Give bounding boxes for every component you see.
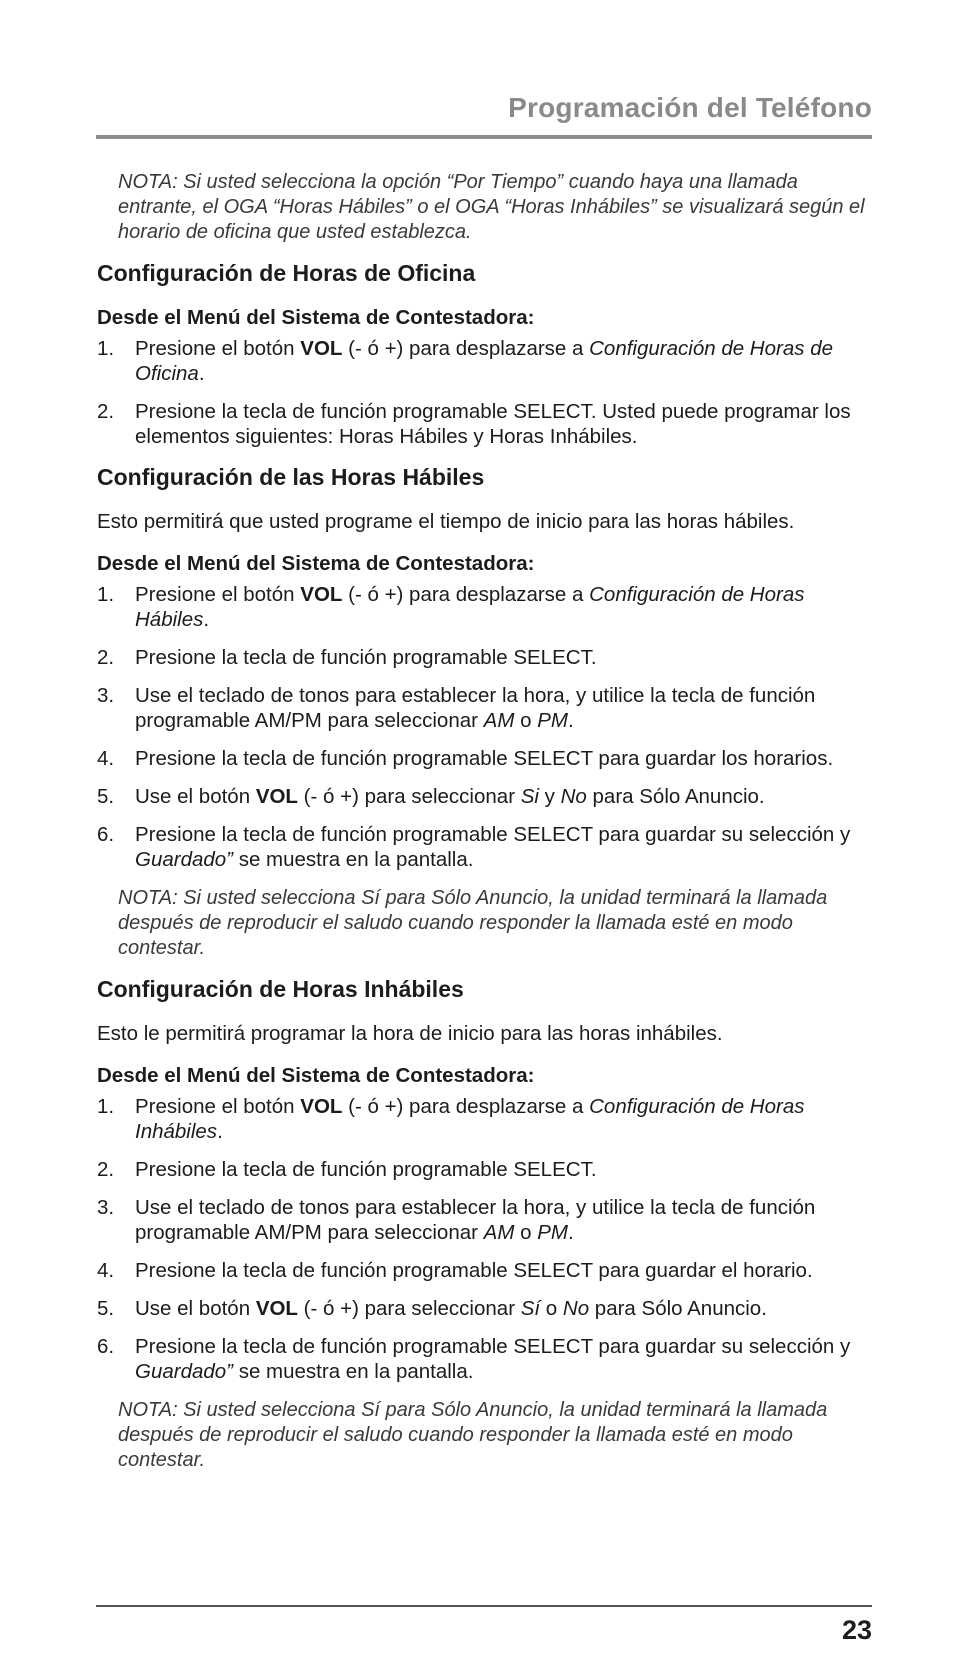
saved-message: Guardado” <box>135 848 234 871</box>
list-item <box>97 1296 872 1321</box>
menu-option-name: Configuración de Horas de Oficina <box>135 337 833 385</box>
list-item <box>97 683 872 733</box>
step-text-part: Presione el botón <box>135 337 301 360</box>
step-text-part: para Sólo Anuncio. <box>589 1297 767 1320</box>
business-intro: Esto permitirá que usted programe el tiempo de inicio para las horas hábiles. <box>97 510 795 533</box>
step-text-part: (- ó +) para desplazarse a <box>342 1095 590 1118</box>
step-number: 1. <box>97 583 115 606</box>
step-number: 2. <box>97 1158 115 1181</box>
list-item <box>97 1334 872 1384</box>
step-text <box>135 683 872 733</box>
option-yes: Sí <box>520 1297 541 1320</box>
business-steps <box>97 582 872 872</box>
step-text-part: . <box>203 608 210 631</box>
step-text-part: Presione la tecla de función programable SELECT para guardar su selección y <box>135 823 851 846</box>
step-text: Presione la tecla de función programable SELECT. <box>135 646 597 669</box>
step-text: Presione la tecla de función programable SELECT para guardar el horario. <box>135 1259 813 1282</box>
office-steps <box>97 336 872 449</box>
vol-button-label: VOL <box>300 583 343 606</box>
step-number: 4. <box>97 747 115 770</box>
page-number: 23 <box>841 1615 872 1645</box>
step-text-part: Use el teclado de tonos para establecer la hora, y utilice la tecla de función programable AM/PM para seleccionar <box>135 1196 816 1244</box>
heading-business-hours: Configuración de las Horas Hábiles <box>97 464 485 490</box>
step-text-part: o <box>514 1221 538 1244</box>
option-yes: Si <box>520 785 539 808</box>
step-number: 2. <box>97 400 115 423</box>
step-text-part: y <box>538 785 561 808</box>
step-number: 5. <box>97 1297 115 1320</box>
step-text-part: . <box>567 1221 574 1244</box>
step-text-part: se muestra en la pantalla. <box>233 1360 474 1383</box>
list-item <box>97 746 872 771</box>
list-item <box>97 1094 872 1144</box>
step-text-part: Presione la tecla de función programable SELECT para guardar su selección y <box>135 1335 851 1358</box>
step-text: Presione la tecla de función programable SELECT para guardar los horarios. <box>135 747 834 770</box>
option-am: AM <box>483 1221 515 1244</box>
step-text-part: Presione el botón <box>135 583 301 606</box>
list-item <box>97 336 872 386</box>
step-text-part: Use el botón <box>135 1297 256 1320</box>
step-number: 6. <box>97 823 115 846</box>
vol-button-label: VOL <box>255 785 298 808</box>
vol-button-label: VOL <box>300 337 343 360</box>
list-item <box>97 399 872 449</box>
list-item <box>97 582 872 632</box>
step-text-part: . <box>567 709 574 732</box>
note-intro: NOTA: Si usted selecciona la opción “Por Tiempo” cuando haya una llamada entrante, el OGA “Horas Hábiles” o el OGA “Horas Inhábiles” se visualizará según el horario de oficina que usted establezca. <box>118 171 865 243</box>
step-text-part: o <box>540 1297 563 1320</box>
list-item <box>97 1195 872 1245</box>
option-am: AM <box>483 709 515 732</box>
menu-label-after: Desde el Menú del Sistema de Contestadora: <box>97 1064 535 1087</box>
step-number: 3. <box>97 684 115 707</box>
step-number: 4. <box>97 1259 115 1282</box>
step-number: 5. <box>97 785 115 808</box>
step-text-part: Use el teclado de tonos para establecer la hora, y utilice la tecla de función programable AM/PM para seleccionar <box>135 684 816 732</box>
step-text <box>135 1334 872 1384</box>
note-business-hours: NOTA: Si usted selecciona Sí para Sólo Anuncio, la unidad terminará la llamada después de reproducir el saludo cuando responder la llamada esté en modo contestar. <box>118 887 828 959</box>
step-text-part: Presione el botón <box>135 1095 301 1118</box>
list-item <box>97 645 872 670</box>
step-text-part: (- ó +) para desplazarse a <box>342 337 590 360</box>
step-text-part: . <box>198 362 205 385</box>
menu-label-business: Desde el Menú del Sistema de Contestadora: <box>97 552 535 575</box>
header-divider <box>96 135 872 139</box>
step-number: 2. <box>97 646 115 669</box>
menu-option-name: Configuración de Horas Hábiles <box>135 583 805 631</box>
menu-label-office: Desde el Menú del Sistema de Contestadora: <box>97 306 535 329</box>
step-text-part: Use el botón <box>135 785 256 808</box>
option-pm: PM <box>537 709 568 732</box>
list-item <box>97 1258 872 1283</box>
heading-after-hours: Configuración de Horas Inhábiles <box>97 976 464 1002</box>
step-number: 3. <box>97 1196 115 1219</box>
vol-button-label: VOL <box>255 1297 298 1320</box>
option-no: No <box>560 785 587 808</box>
step-number: 1. <box>97 337 115 360</box>
step-text-part: (- ó +) para seleccionar <box>297 785 521 808</box>
page-content <box>97 170 872 1487</box>
vol-button-label: VOL <box>300 1095 343 1118</box>
saved-message: Guardado” <box>135 1360 234 1383</box>
page-header-title: Programación del Teléfono <box>508 92 872 123</box>
list-item <box>97 1157 872 1182</box>
step-text: Presione la tecla de función programable SELECT. Usted puede programar los elementos siguientes: Horas Hábiles y Horas Inhábiles. <box>135 400 851 448</box>
list-item <box>97 822 872 872</box>
option-pm: PM <box>537 1221 568 1244</box>
step-text-part: (- ó +) para seleccionar <box>297 1297 521 1320</box>
footer-divider <box>96 1605 872 1607</box>
step-text-part: (- ó +) para desplazarse a <box>342 583 590 606</box>
step-text <box>135 1094 872 1144</box>
step-text-part: para Sólo Anuncio. <box>586 785 765 808</box>
menu-option-name: Configuración de Horas Inhábiles <box>135 1095 805 1143</box>
step-text <box>135 582 872 632</box>
option-no: No <box>562 1297 590 1320</box>
heading-office-hours: Configuración de Horas de Oficina <box>97 260 476 286</box>
step-number: 1. <box>97 1095 115 1118</box>
step-text-part: o <box>514 709 538 732</box>
step-text: Presione la tecla de función programable SELECT. <box>135 1158 597 1181</box>
after-intro: Esto le permitirá programar la hora de inicio para las horas inhábiles. <box>97 1022 723 1045</box>
step-text <box>135 1296 872 1321</box>
step-text-part: . <box>217 1120 223 1143</box>
list-item <box>97 784 872 809</box>
step-text <box>135 336 872 386</box>
step-text <box>135 1195 872 1245</box>
note-after-hours: NOTA: Si usted selecciona Sí para Sólo Anuncio, la unidad terminará la llamada después de reproducir el saludo cuando responder la llamada esté en modo contestar. <box>118 1399 828 1471</box>
step-text <box>135 784 872 809</box>
step-text <box>135 822 872 872</box>
step-number: 6. <box>97 1335 115 1358</box>
step-text-part: se muestra en la pantalla. <box>233 848 474 871</box>
after-steps <box>97 1094 872 1384</box>
